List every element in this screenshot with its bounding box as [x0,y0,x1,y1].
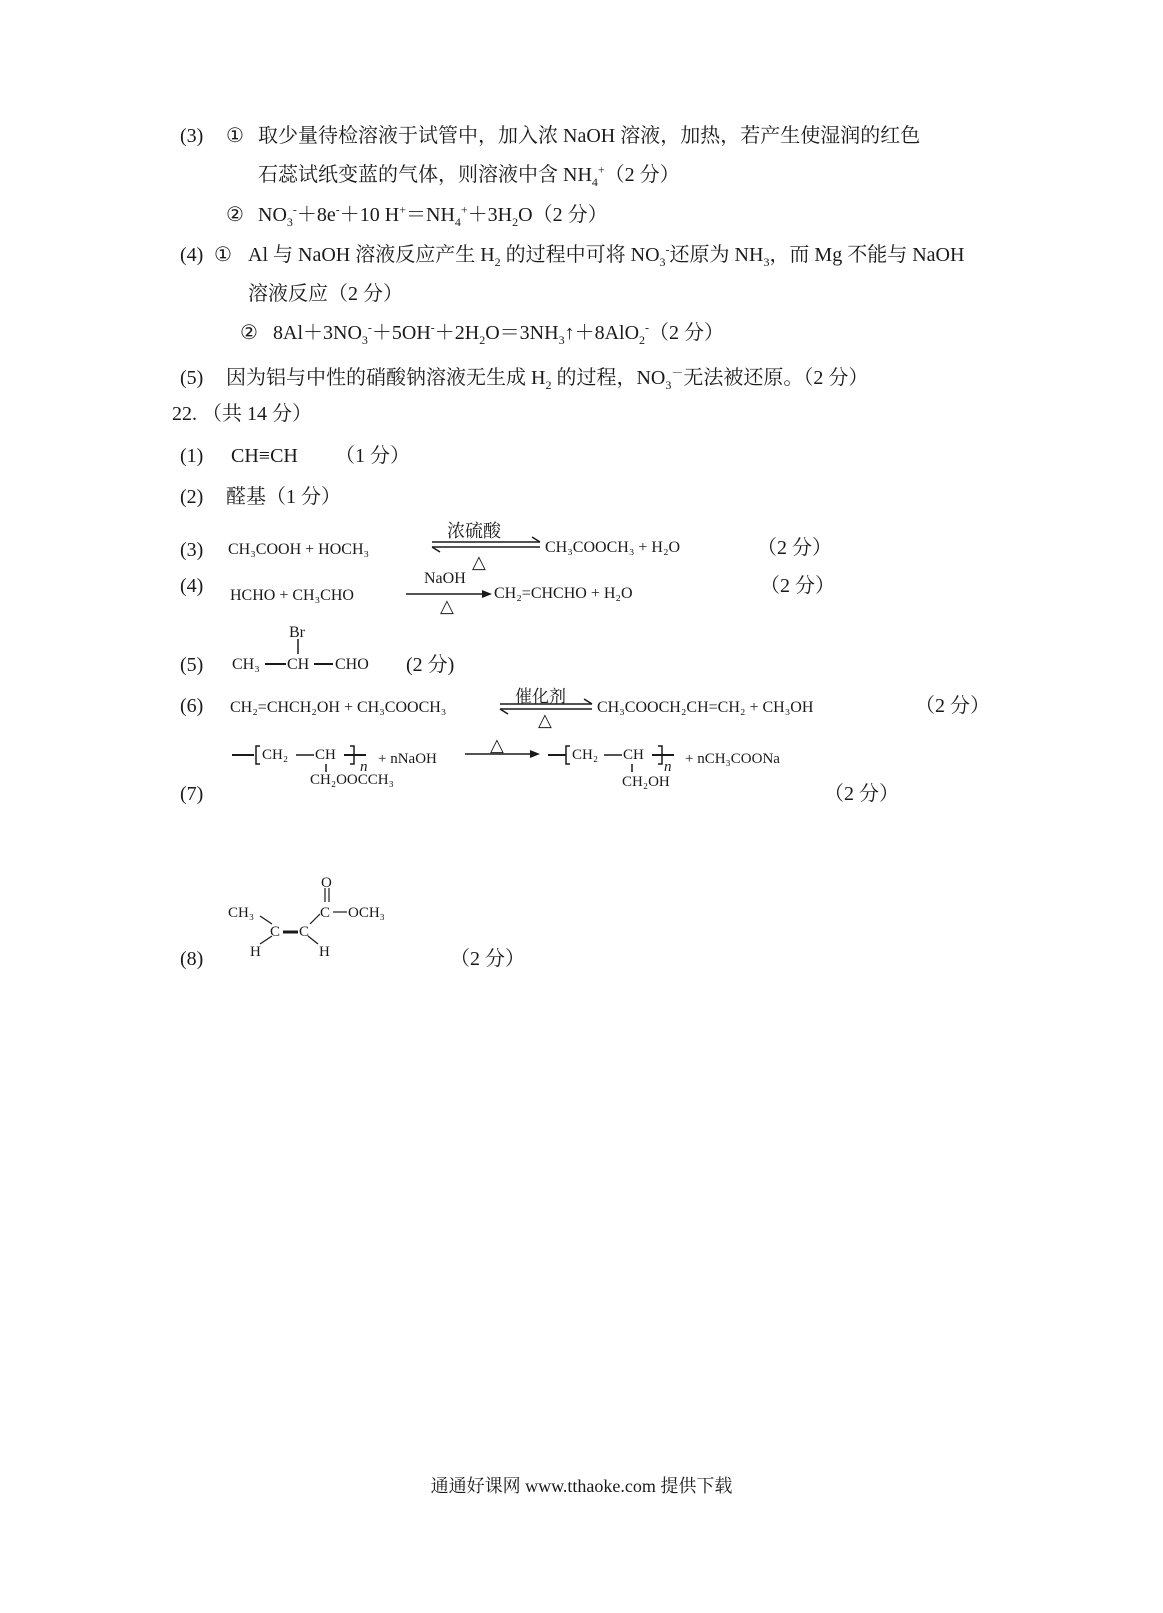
p7-heat: △ [490,735,504,755]
p8-h2: H [319,944,330,960]
q4-circle-1: ① [214,244,232,266]
p8-och3: OCH₃ [348,905,385,921]
p7-product-ch: CH [623,747,644,763]
p7-number: (7) [180,783,204,805]
p5-ch: CH [287,656,310,673]
eq-part: ＝NH [406,204,455,226]
p5-number: (5) [180,654,204,676]
eq-part: O（2 分） [518,204,608,226]
p8-oxygen: O [321,875,332,891]
p3-number: (3) [180,539,204,561]
q4-number: (4) [180,244,204,266]
p8-alkene-c2: C [299,924,310,940]
footer-text: 通通好课网 www.tthaoke.com 提供下载 [430,1476,733,1496]
q4-text: ，而 Mg 不能与 NaOH [769,244,965,266]
p6-heat: △ [538,710,552,730]
q3-circle-2: ② [226,204,244,226]
p1-number: (1) [180,445,204,467]
p6-number: (6) [180,695,204,717]
p5-score: (2 分) [406,654,455,676]
p7-score: （2 分） [824,783,899,805]
p4-products: CH₂=CHCHO + H₂O [494,585,633,602]
q5-part: 无法被还原。（2 分） [683,367,869,389]
p3-reactants: CH₃COOH + HOCH₃ [228,541,370,558]
p8-score: （2 分） [450,948,525,970]
eq-part: ＋8e [296,204,336,226]
q5-part: 因为铝与中性的硝酸钠溶液无生成 H [226,367,546,389]
p7-reactant-ch2: CH₂ [262,747,289,763]
p7-reactant-side: CH₂OOCCH₃ [310,772,394,788]
question-22-title: 22. （共 14 分） [172,403,312,425]
p1-score: （1 分） [335,445,410,467]
eq-part: ＋10 H [339,204,400,226]
q5-part: 的过程，NO [551,367,666,389]
eq-part: （2 分） [649,322,725,344]
p8-number: (8) [180,948,204,970]
eq-part: 8Al＋3NO [273,322,362,344]
p7-reactant-ch: CH [315,747,336,763]
eq-part: O＝3NH [485,322,559,344]
p6-reactants: CH₂=CHCH₂OH + CH₃COOCH₃ [230,699,447,716]
p7-reagent: + nNaOH [378,751,437,767]
p8-ch3: CH₃ [228,905,255,921]
equilibrium-arrow-icon [432,540,540,550]
q3-line-2-score: （2 分） [604,164,680,186]
p7-byproduct: + nCH₃COONa [685,751,780,767]
q3-line-2-text: 石蕊试纸变蓝的气体，则溶液中含 NH [258,164,592,186]
p5-cho: CHO [335,656,369,673]
p5-bromine: Br [289,624,305,641]
q5-text: 因为铝与中性的硝酸钠溶液无生成 $H_2$ 的过程，$NO_3^-$无法被还原。（2 分） [226,365,869,392]
bond-line-icon [314,663,334,665]
q4-equation: $8Al+3NO_3^-+5OH^-+2H_2O=3NH_3↑+8AlO_2^-(2$ 分） [273,320,725,347]
p4-number: (4) [180,575,204,597]
p8-h1: H [250,944,261,960]
p3-score: （2 分） [757,537,832,559]
p4-catalyst: NaOH [424,570,466,587]
p3-products: CH₃COOCH₃ + H₂O [545,539,681,556]
q4-text: 还原为 NH [669,244,764,266]
p2-text: 醛基（1 分） [226,486,341,508]
p5-ch3: CH₃ [232,656,260,673]
p8-carbonyl-c: C [320,905,331,921]
p4-reactants: HCHO + CH₃CHO [230,587,354,604]
p3-catalyst: 浓硫酸 [447,521,501,541]
q5-number: (5) [180,367,204,389]
p7-reactant-n: n [360,759,368,775]
p6-score: （2 分） [915,695,990,717]
q4-text: 的过程中可将 NO [500,244,660,266]
q4-circle-2: ② [240,322,258,344]
q4-line-1: Al 与 NaOH 溶液反应产生 $H_2$ 的过程中可将 $NO_3^-$还原为 $NH_3$，而 Mg 不能与 NaOH [248,242,965,269]
p8-alkene-c1: C [270,924,281,940]
bond-line-icon [265,663,287,665]
q3-circle-1: ① [226,125,244,147]
q3-line-2: 石蕊试纸变蓝的气体，则溶液中含 $NH_4^+(2$ 分） [258,162,680,189]
alkene-bonds-icon [250,910,330,950]
p7-product-ch2: CH₂ [572,747,599,763]
p2-number: (2) [180,486,204,508]
bond-line-icon [333,911,349,913]
eq-part: ↑＋8AlO [564,322,640,344]
reaction-arrow-icon [465,752,540,762]
p7-product-n: n [664,759,672,775]
p1-formula: CH≡CH [231,445,298,467]
p6-catalyst: 催化剂 [515,687,566,706]
eq-part: ＋2H [434,322,480,344]
p6-products: CH₃COOCH₂CH=CH₂ + CH₃OH [597,699,814,716]
p7-product-side: CH₂OH [622,774,670,790]
q3-number: (3) [180,125,204,147]
eq-part: ＋3H [467,204,513,226]
q3-equation: $NO_3^-+8e^-+10$ $H^+=NH_4^++3H_2O(2$ 分） [258,202,608,229]
q3-line-1: 取少量待检溶液于试管中，加入浓 NaOH 溶液，加热，若产生使湿润的红色 [258,125,921,147]
eq-part: ＋5OH [371,322,431,344]
p3-heat: △ [472,552,486,572]
q4-text: Al 与 NaOH 溶液反应产生 H [248,244,495,266]
p4-heat: △ [440,596,454,616]
q4-line-2: 溶液反应（2 分） [248,283,403,305]
eq-part: NO [258,204,287,226]
p4-score: （2 分） [760,575,835,597]
